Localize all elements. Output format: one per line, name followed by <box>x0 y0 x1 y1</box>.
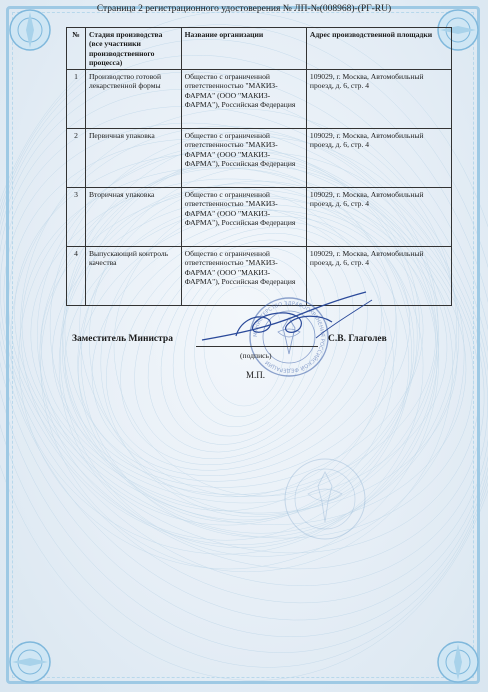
organization-name: Общество с ограниченной ответственностью "МАКИЗ-ФАРМА" (ООО "МАКИЗ-ФАРМА"), Российская Федерация <box>181 129 306 188</box>
row-number: 3 <box>67 188 86 247</box>
production-stage: Вторичная упаковка <box>85 188 181 247</box>
corner-ornament-icon <box>430 634 486 690</box>
manufacturing-sites-table <box>66 27 452 306</box>
production-stage: Производство готовой лекарственной формы <box>85 70 181 129</box>
signature-caption: (подпись) <box>240 351 272 360</box>
signatory-name: С.В. Глаголев <box>328 334 387 344</box>
production-stage: Первичная упаковка <box>85 129 181 188</box>
table-row <box>67 129 452 188</box>
signature-block <box>0 332 488 352</box>
column-header-stage: Стадия производства (все участники производственного процесса) <box>85 28 181 70</box>
organization-name: Общество с ограниченной ответственностью "МАКИЗ-ФАРМА" (ООО "МАКИЗ-ФАРМА"), Российская Федерация <box>181 70 306 129</box>
page-title: Страница 2 регистрационного удостоверения № ЛП-№(008968)-(РГ-RU) <box>96 4 392 14</box>
table-row <box>67 70 452 129</box>
signatory-position: Заместитель Министра <box>72 334 173 344</box>
production-stage: Выпускающий контроль качества <box>85 247 181 306</box>
site-address: 109029, г. Москва, Автомобильный проезд, д. 6, стр. 4 <box>306 70 451 129</box>
column-header-number: № <box>67 28 86 70</box>
row-number: 2 <box>67 129 86 188</box>
table-row <box>67 188 452 247</box>
column-header-address: Адрес производственной площадки <box>306 28 451 70</box>
site-address: 109029, г. Москва, Автомобильный проезд, д. 6, стр. 4 <box>306 188 451 247</box>
row-number: 4 <box>67 247 86 306</box>
corner-ornament-icon <box>2 634 58 690</box>
organization-name: Общество с ограниченной ответственностью "МАКИЗ-ФАРМА" (ООО "МАКИЗ-ФАРМА"), Российская Федерация <box>181 247 306 306</box>
site-address: 109029, г. Москва, Автомобильный проезд, д. 6, стр. 4 <box>306 247 451 306</box>
site-address: 109029, г. Москва, Автомобильный проезд, д. 6, стр. 4 <box>306 129 451 188</box>
watermark-emblem-icon <box>280 454 370 544</box>
column-header-organization: Название организации <box>181 28 306 70</box>
stamp-text: МИНИСТЕРСТВО ЗДРАВООХРАНЕНИЯ РОССИЙСКОЙ ФЕДЕРАЦИИ <box>252 300 326 374</box>
row-number: 1 <box>67 70 86 129</box>
signature-line <box>196 346 318 347</box>
organization-name: Общество с ограниченной ответственностью "МАКИЗ-ФАРМА" (ООО "МАКИЗ-ФАРМА"), Российская Федерация <box>181 188 306 247</box>
seal-label: М.П. <box>246 370 266 380</box>
table-header-row <box>67 28 452 70</box>
